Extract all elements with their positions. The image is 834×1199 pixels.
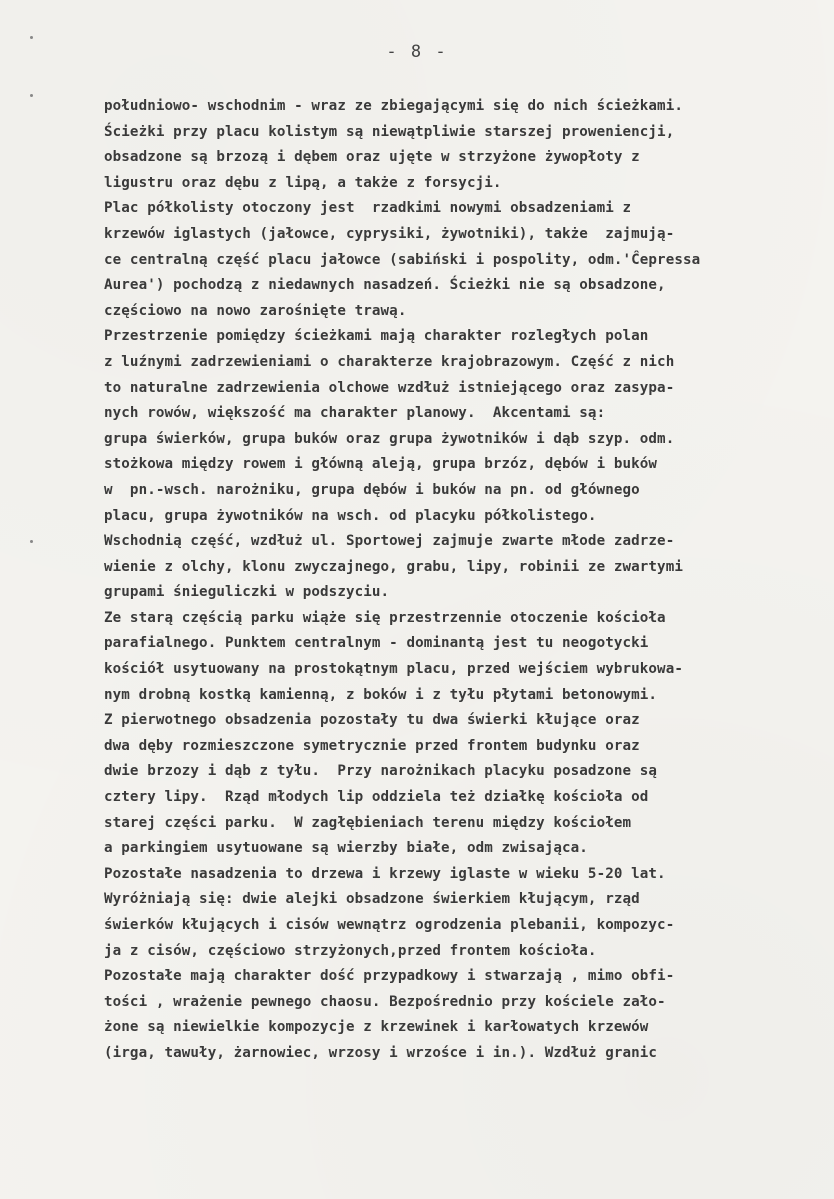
text-line: grupa świerków, grupa buków oraz grupa żywotników i dąb szyp. odm. (104, 430, 675, 447)
text-line: a parkingiem usytuowane są wierzby białe, odm zwisająca. (104, 840, 588, 857)
text-line: krzewów iglastych (jałowce, cyprysiki, żywotniki), także zajmują- (104, 225, 675, 242)
text-line: świerków kłujących i cisów wewnątrz ogrodzenia plebanii, kompozyc- (104, 917, 675, 933)
text-line: parafialnego. Punktem centralnym - dominantą jest tu neogotycki (104, 635, 649, 652)
text-line: Przestrzenie pomiędzy ścieżkami mają charakter rozległych polan (104, 328, 649, 345)
text-line: kościół usytuowany na prostokątnym placu, przed wejściem wybrukowa- (104, 661, 683, 678)
text-line: (irga, tawuły, żarnowiec, wrzosy i wrzośce i in.). Wzdłuż granic (104, 1044, 658, 1061)
text-line: z luźnymi zadrzewieniami o charakterze krajobrazowym. Część z nich (104, 353, 675, 370)
text-line: ja z cisów, częściowo strzyżonych,przed frontem kościoła. (104, 942, 597, 959)
scan-speck (30, 94, 33, 97)
text-line: Aurea') pochodzą z niedawnych nasadzeń. Ścieżki nie są obsadzone, (104, 277, 666, 294)
text-line: grupami śnieguliczki w podszyciu. (104, 584, 390, 601)
text-line: w pn.-wsch. narożniku, grupa dębów i buków na pn. od głównego (104, 481, 640, 498)
text-line: cztery lipy. Rząd młodych lip oddziela też działkę kościoła od (104, 789, 649, 806)
text-line: starej części parku. W zagłębieniach terenu między kościołem (104, 814, 632, 831)
text-line: południowo- wschodnim - wraz ze zbiegającymi się do nich ścieżkami. (104, 98, 683, 114)
text-line: Ze starą częścią parku wiąże się przestrzennie otoczenie kościoła (104, 609, 666, 626)
text-line: Pozostałe mają charakter dość przypadkowy i stwarzają , mimo obfi- (104, 968, 675, 985)
scan-speck (30, 36, 33, 39)
text-line: Ścieżki przy placu kolistym są niewątpliwie starszej proweniencji, (104, 123, 675, 140)
text-line: Z pierwotnego obsadzenia pozostały tu dwa świerki kłujące oraz (104, 712, 640, 729)
text-line: Wschodnią część, wzdłuż ul. Sportowej zajmuje zwarte młode zadrze- (104, 533, 675, 550)
text-line: obsadzone są brzozą i dębem oraz ujęte w strzyżone żywopłoty z (104, 149, 640, 166)
text-line: dwie brzozy i dąb z tyłu. Przy narożnikach placyku posadzone są (104, 763, 658, 780)
text-line: tości , wrażenie pewnego chaosu. Bezpośrednio przy kościele zało- (104, 993, 666, 1010)
text-line: wienie z olchy, klonu zwyczajnego, grabu, lipy, robinii ze zwartymi (104, 558, 683, 575)
document-body (104, 94, 804, 1067)
text-line: nym drobną kostką kamienną, z boków i z tyłu płytami betonowymi. (104, 686, 658, 703)
text-line: ligustru oraz dębu z lipą, a także z forsycji. (104, 174, 502, 191)
text-line: ce centralną część placu jałowce (sabiński i pospolity, odm.'Ĉepressa (104, 251, 701, 268)
text-line: stożkowa między rowem i główną aleją, grupa brzóz, dębów i buków (104, 456, 658, 473)
text-line: Pozostałe nasadzenia to drzewa i krzewy iglaste w wieku 5-20 lat. (104, 865, 666, 882)
text-line: żone są niewielkie kompozycje z krzewinek i karłowatych krzewów (104, 1019, 649, 1036)
text-line: dwa dęby rozmieszczone symetrycznie przed frontem budynku oraz (104, 737, 640, 754)
page-number: - 8 - (386, 42, 448, 62)
text-line: Plac półkolisty otoczony jest rzadkimi nowymi obsadzeniami z (104, 200, 632, 217)
text-line: placu, grupa żywotników na wsch. od placyku półkolistego. (104, 507, 597, 524)
text-line: nych rowów, większość ma charakter planowy. Akcentami są: (104, 405, 606, 422)
text-line: częściowo na nowo zarośnięte trawą. (104, 302, 407, 319)
text-line: to naturalne zadrzewienia olchowe wzdłuż istniejącego oraz zasypa- (104, 379, 675, 396)
scan-speck (30, 540, 33, 543)
text-line: Wyróżniają się: dwie alejki obsadzone świerkiem kłującym, rząd (104, 891, 640, 908)
